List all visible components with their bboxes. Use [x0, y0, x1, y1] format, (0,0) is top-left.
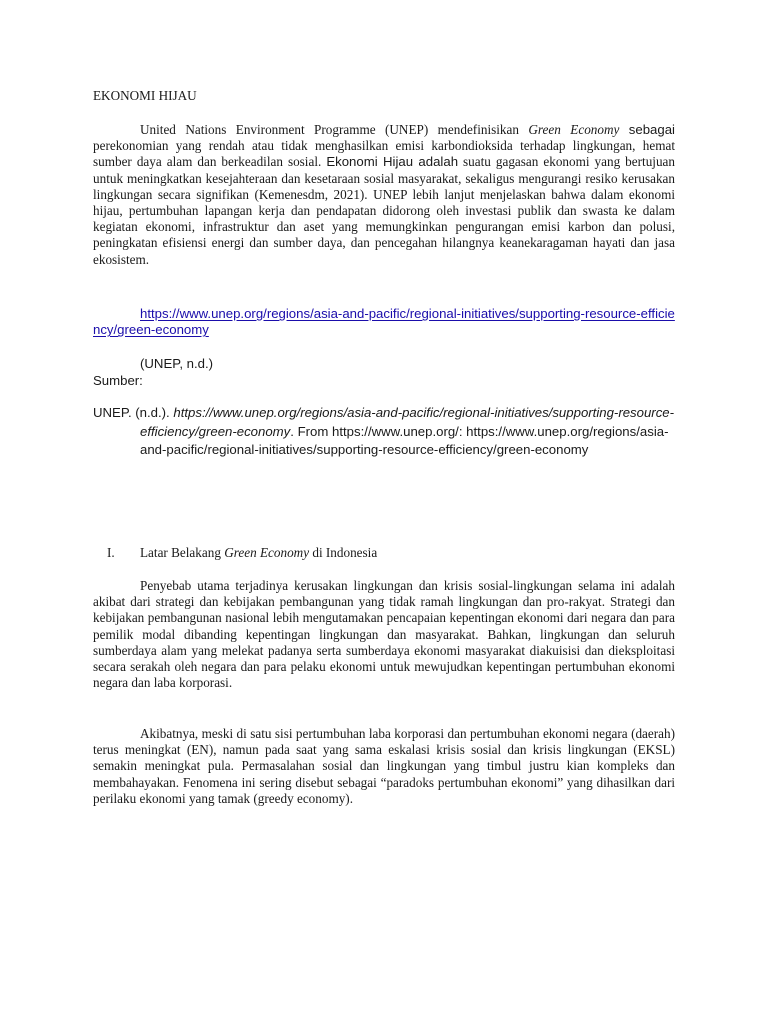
reference-title: https://www.unep.org/regions/asia-and-pacific/regional-initiatives/supporting-resource-efficiency/green-economy	[140, 405, 675, 439]
intro-text-3: suatu gagasan ekonomi yang bertujuan untuk meningkatkan kesejahteraan dan kesetaraan sosial masyarakat, sekaligus mengurangi resiko kerusakan lingkungan secara signifikan (Kemenesdm, 2021). UNEP lebih lanjut menjelaskan bahwa dalam ekonomi hijau, pertumbuhan lapangan kerja dan pendapatan didorong oleh investasi publik dan swasta ke dalam kegiatan ekonomi, infrastruktur dan aset yang memungkinkan pengurangan emisi karbon dan polusi, peningkatan efisiensi energi dan sumber daya, dan pencegahan hilangnya keanekaragaman hayati dan jasa ekosistem.	[93, 154, 675, 267]
intro-term-ekonomi-hijau: Ekonomi Hijau adalah	[326, 154, 459, 170]
document-title: EKONOMI HIJAU	[93, 88, 197, 103]
section-title-post: di Indonesia	[309, 545, 378, 560]
intro-term-green-economy: Green Economy	[528, 122, 620, 137]
section-title	[140, 545, 377, 561]
intro-word-sebagai: sebagai	[628, 122, 675, 137]
section-heading	[93, 545, 675, 561]
body-paragraph-3: Akibatnya, meski di satu sisi pertumbuhan laba korporasi dan pertumbuhan ekonomi negara (daerah) terus meningkat (EN), namun pada saat yang sama eskalasi krisis sosial dan krisis lingkungan (EKSL) semakin meningkat pula. Permasalahan sosial dan lingkungan yang timbul justru kian kompleks dan membahayakan. Fenomena ini sering disebut sebagai “paradoks pertumbuhan ekonomi” yang dihasilkan dari perilaku ekonomi yang tamak (greedy economy).	[93, 726, 675, 806]
reference-author: UNEP. (n.d.).	[93, 405, 174, 420]
section-title-term: Green Economy	[224, 545, 310, 560]
intro-text-1: United Nations Environment Programme (UNEP) mendefinisikan	[140, 122, 529, 137]
unep-link-paragraph	[93, 306, 675, 338]
intro-text-2: perekonomian yang rendah atau tidak menghasilkan emisi karbondioksida terhadap lingkungan, hemat sumber daya alam dan berkeadilan sosial.	[93, 138, 675, 170]
body-paragraph-2: Penyebab utama terjadinya kerusakan lingkungan dan krisis sosial-lingkungan selama ini adalah akibat dari strategi dan kebijakan pembangunan yang tidak ramah lingkungan dan pro-rakyat. Strategi dan kebijakan pembangunan nasional lebih mengutamakan pencapaian kepentingan ekonomi dari negara dan para pemilik modal dibanding kepentingan lingkungan dan masyarakat. Bahkan, lingkungan dan seluruh sumberdaya alam yang melekat padanya serta sumberdaya ekonomi masyarakat diakuisisi dan dieksploitasi secara serakah oleh negara dan para pelaku ekonomi untuk mewujudkan kepentingan pertumbuhan ekonomi negara dan laba korporasi.	[93, 578, 675, 691]
section-number: I.	[107, 545, 115, 560]
section-title-pre: Latar Belakang	[140, 545, 225, 560]
source-label: Sumber:	[93, 373, 143, 388]
citation: (UNEP, n.d.)	[140, 356, 214, 371]
reference-from: . From https://www.unep.org/: https://www.unep.org/regions/asia-and-pacific/regional-initiatives/supporting-resource-efficiency/green-economy	[140, 423, 669, 457]
unep-green-economy-link[interactable]: https://www.unep.org/regions/asia-and-pacific/regional-initiatives/supporting-resource-efficiency/green-economy	[93, 306, 675, 338]
reference-entry	[93, 404, 675, 460]
intro-paragraph	[93, 122, 675, 268]
